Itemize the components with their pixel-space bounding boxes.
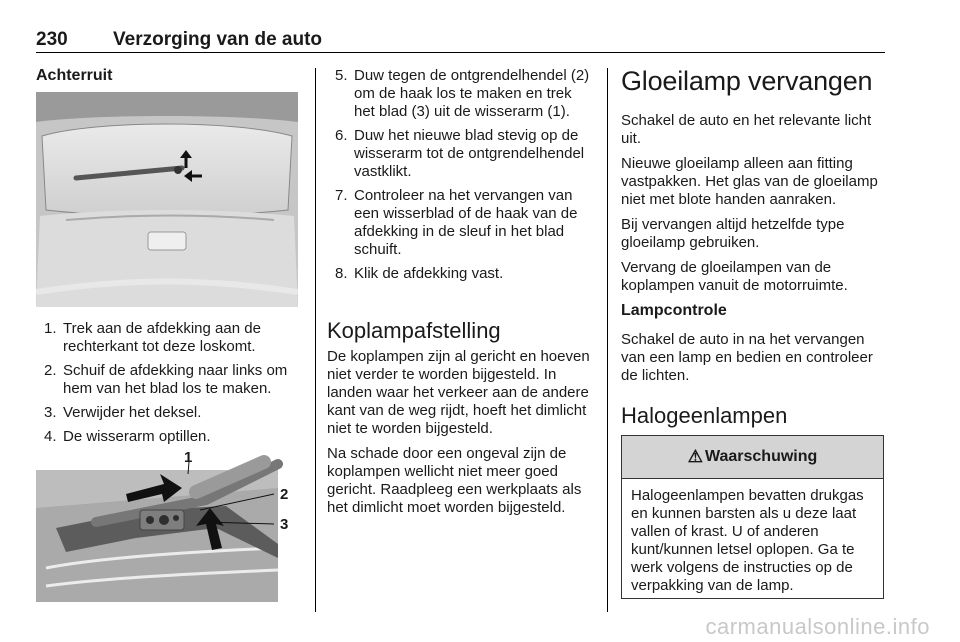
halogeenlampen-heading: Halogeenlampen [621, 403, 788, 428]
rear-window-illustration [36, 92, 298, 307]
step-text: Controleer na het vervangen van een wisserblad of de haak van de afdekking in de sleuf in het blad schuift. [354, 187, 578, 258]
wiper-arm-illustration [36, 448, 304, 602]
paragraph: De koplampen zijn al gericht en hoeven niet verder te worden bijgesteld. In landen waar het verkeer aan de andere kant van de weg rijdt, hoeft het dimlicht niet te worden bijgesteld. [327, 348, 590, 437]
callout-2: 2 [280, 486, 289, 503]
list-item [335, 265, 591, 283]
list-item [44, 362, 304, 398]
paragraph: Na schade door een ongeval zijn de koplampen wellicht niet meer goed gericht. Raadpleeg een werkplaats als het dimlicht moet worden bijgesteld. [327, 445, 582, 516]
paragraph: Vervang de gloeilampen van de koplampen vanuit de motorruimte. [621, 259, 848, 294]
callout-3: 3 [280, 516, 289, 533]
paragraph: Nieuwe gloeilamp alleen aan fitting vastpakken. Het glas van de gloeilamp niet met blote handen aanraken. [621, 155, 878, 208]
lampcontrole-subheading: Lampcontrole [621, 302, 727, 319]
warning-icon: ⚠ [687, 447, 703, 466]
callout-1: 1 [184, 449, 193, 466]
column-divider [315, 68, 316, 612]
section-title: Verzorging van de auto [113, 29, 323, 50]
warning-text: Halogeenlampen bevatten drukgas en kunnen barsten als u deze laat vallen of krast. U of anderen kunt/kunnen letsel oplopen. Ga te werk volgens de instructies op de verpakking van de lamp. [631, 487, 864, 594]
step-number: 5. [335, 67, 348, 84]
list-item [44, 428, 304, 446]
step-text: Duw tegen de ontgrendelhendel (2) om de haak los te maken en trek het blad (3) uit de wisserarm (1). [354, 67, 590, 120]
step-number: 2. [44, 362, 57, 379]
step-number: 1. [44, 320, 57, 337]
step-text: De wisserarm optillen. [63, 428, 211, 445]
gloeilamp-heading: Gloeilamp vervangen [621, 66, 873, 96]
koplampafstelling-heading: Koplampafstelling [327, 318, 501, 343]
step-number: 4. [44, 428, 57, 445]
gloeilamp-body [621, 112, 887, 295]
warning-box [621, 435, 884, 599]
list-item [44, 404, 304, 422]
warning-header [622, 436, 883, 479]
page-number: 230 [36, 29, 68, 50]
paragraph: Bij vervangen altijd hetzelfde type gloeilamp gebruiken. [621, 216, 845, 251]
list-item [44, 320, 304, 356]
step-number: 8. [335, 265, 348, 282]
step-text: Schuif de afdekking naar links om hem van het blad los te maken. [63, 362, 288, 397]
list-item [335, 127, 591, 181]
step-text: Duw het nieuwe blad stevig op de wisserarm tot de ontgrendelhendel vastklikt. [354, 127, 585, 180]
steps-list-1 [44, 320, 304, 452]
steps-list-2 [335, 67, 591, 289]
step-number: 6. [335, 127, 348, 144]
step-number: 7. [335, 187, 348, 204]
step-text: Klik de afdekking vast. [354, 265, 504, 282]
list-item [335, 67, 591, 121]
column-divider [607, 68, 608, 612]
achterruit-subheading: Achterruit [36, 67, 113, 84]
warning-title: Waarschuwing [704, 448, 818, 465]
koplampafstelling-body [327, 348, 591, 517]
watermark: carmanualsonline.info [705, 614, 930, 639]
header-rule [36, 52, 885, 53]
step-number: 3. [44, 404, 57, 421]
paragraph: Schakel de auto en het relevante licht uit. [621, 112, 872, 147]
lampcontrole-text: Schakel de auto in na het vervangen van een lamp en bedien en controleer de lichten. [621, 331, 873, 384]
step-text: Trek aan de afdekking aan de rechterkant tot deze loskomt. [63, 320, 261, 355]
list-item [335, 187, 591, 259]
step-text: Verwijder het deksel. [63, 404, 202, 421]
